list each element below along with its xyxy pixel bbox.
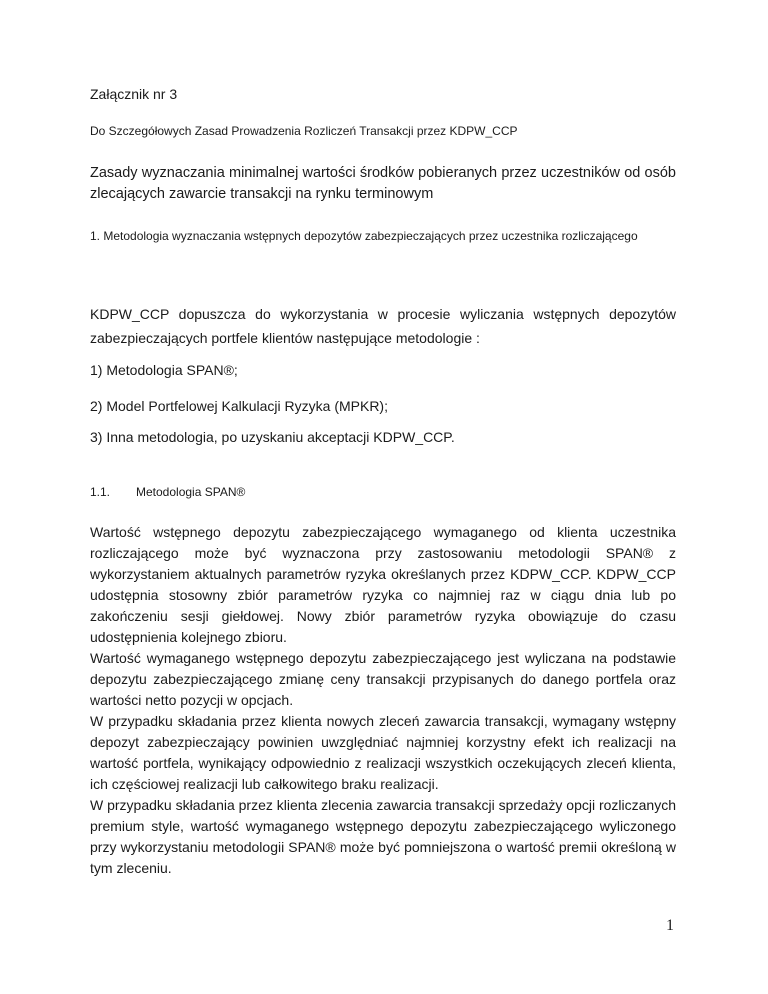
page-number: 1: [666, 917, 674, 934]
paragraph: Wartość wstępnego depozytu zabezpieczającego wymaganego od klienta uczestnika rozliczającego może być wyznaczona przy zastosowaniu metodologii SPAN® z wykorzystaniem aktualnych parametrów ryzyka określanych przez KDPW_CCP. KDPW_CCP udostępnia stosowny zbiór parametrów ryzyka co najmniej raz w ciągu dnia lub po zakończeniu sesji giełdowej. Nowy zbiór parametrów ryzyka obowiązuje do czasu udostępnienia kolejnego zbioru.: [90, 524, 676, 645]
method-item-other: 3) Inna metodologia, po uzyskaniu akceptacji KDPW_CCP.: [90, 429, 455, 445]
paragraph: W przypadku składania przez klienta nowych zleceń zawarcia transakcji, wymagany wstępny depozyt zabezpieczający powinien uwzględniać najmniej korzystny efekt ich realizacji na wartość portfela, wynikający odpowiednio z realizacji wszystkich oczekujących zleceń klienta, ich częściowej realizacji lub całkowitego braku realizacji.: [90, 713, 676, 792]
subsection-title: Metodologia SPAN®: [136, 485, 246, 499]
annex-title: Załącznik nr 3: [90, 86, 178, 102]
paragraph: W przypadku składania przez klienta zlecenia zawarcia transakcji sprzedaży opcji rozliczanych premium style, wartość wymaganego wstępnego depozytu zabezpieczającego wyliczonego przy wykorzystaniu metodologii SPAN® może być pomniejszona o wartość premii określoną w tym zleceniu.: [90, 797, 676, 876]
body-text: [90, 522, 676, 879]
main-title: Zasady wyznaczania minimalnej wartości środków pobieranych przez uczestników od osób zlecających zawarcie transakcji na rynku terminowym: [90, 165, 676, 202]
paragraph: Wartość wymaganego wstępnego depozytu zabezpieczającego jest wyliczana na podstawie depozytu zabezpieczającego zmianę ceny transakcji przypisanych do danego portfela oraz wartości netto pozycji w opcjach.: [90, 650, 676, 708]
method-item-mpkr: 2) Model Portfelowej Kalkulacji Ryzyka (MPKR);: [90, 398, 388, 414]
section-1-heading: 1. Metodologia wyznaczania wstępnych depozytów zabezpieczających przez uczestnika rozliczającego: [90, 229, 638, 243]
document-subtitle: Do Szczegółowych Zasad Prowadzenia Rozliczeń Transakcji przez KDPW_CCP: [90, 124, 518, 138]
subsection-number: 1.1.: [90, 485, 111, 499]
subsection-1-1-heading: [90, 485, 245, 499]
intro-paragraph: KDPW_CCP dopuszcza do wykorzystania w procesie wyliczania wstępnych depozytów zabezpieczających portfele klientów następujące metodologie :: [90, 306, 676, 346]
method-item-span: 1) Metodologia SPAN®;: [90, 362, 238, 378]
